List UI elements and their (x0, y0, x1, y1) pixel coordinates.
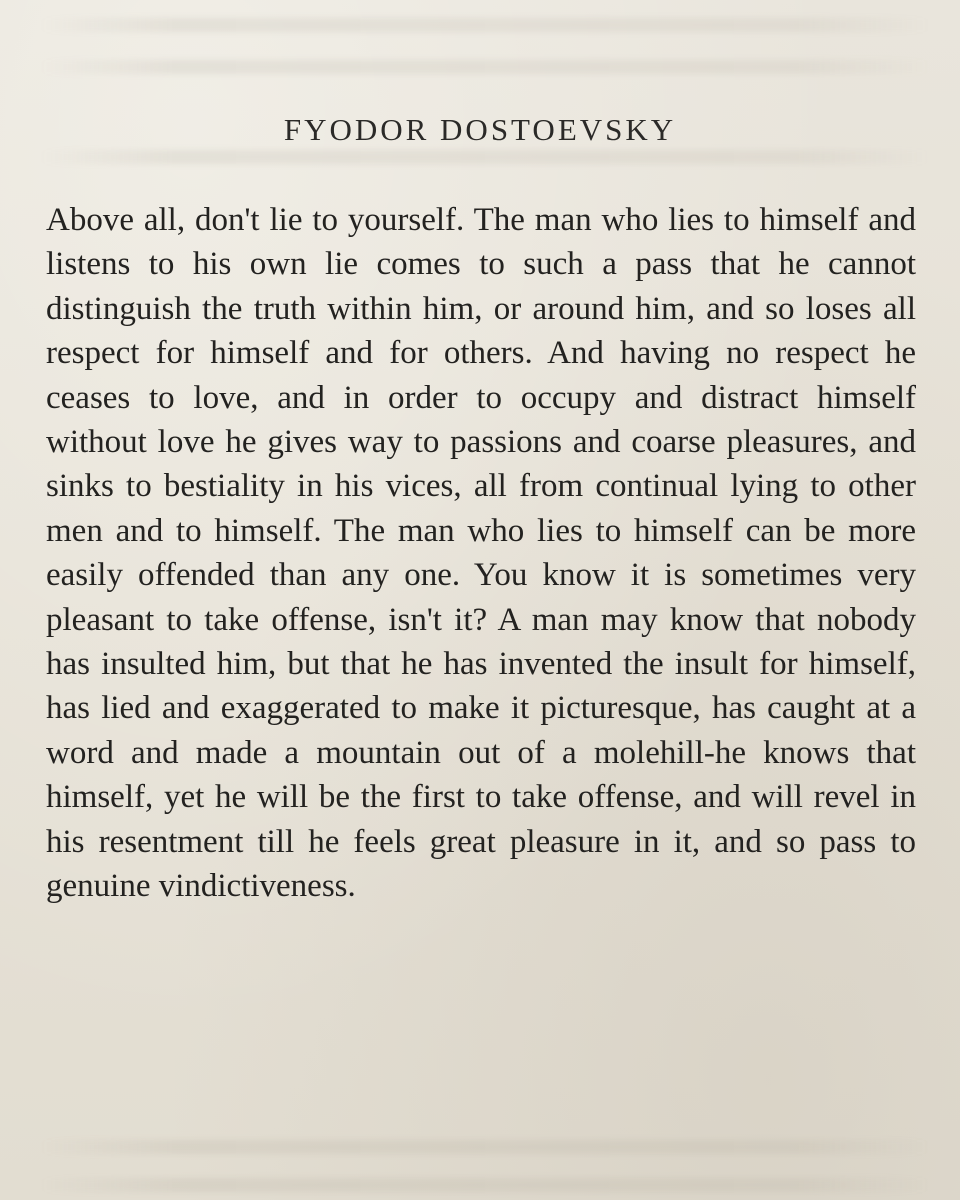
bleed-through-line (40, 1140, 930, 1154)
bleed-through-line (40, 150, 930, 164)
quote-paragraph: Above all, don't lie to yourself. The man who lies to himself and listens to his own lie comes to such a pass that he cannot distinguish the truth within him, or around him, and so loses all respect for himself and for others. And having no respect he ceases to love, and in order to occupy and distract himself without love he gives way to passions and coarse pleasures, and sinks to bestiality in his vices, all from continual lying to other men and to himself. The man who lies to himself can be more easily offended than any one. You know it is sometimes very pleasant to take offense, isn't it? A man may know that nobody has insulted him, but that he has invented the insult for himself, has lied and exaggerated to make it picturesque, has caught at a word and made a mountain out of a molehill-he knows that himself, yet he will be the first to take offense, and will revel in his resentment till he feels great pleasure in it, and so pass to genuine vindictiveness. (46, 202, 916, 905)
bleed-through-line (40, 18, 930, 32)
bleed-through-line (40, 60, 930, 74)
bleed-through-line (40, 1178, 930, 1192)
author-heading: FYODOR DOSTOEVSKY (283, 112, 677, 147)
